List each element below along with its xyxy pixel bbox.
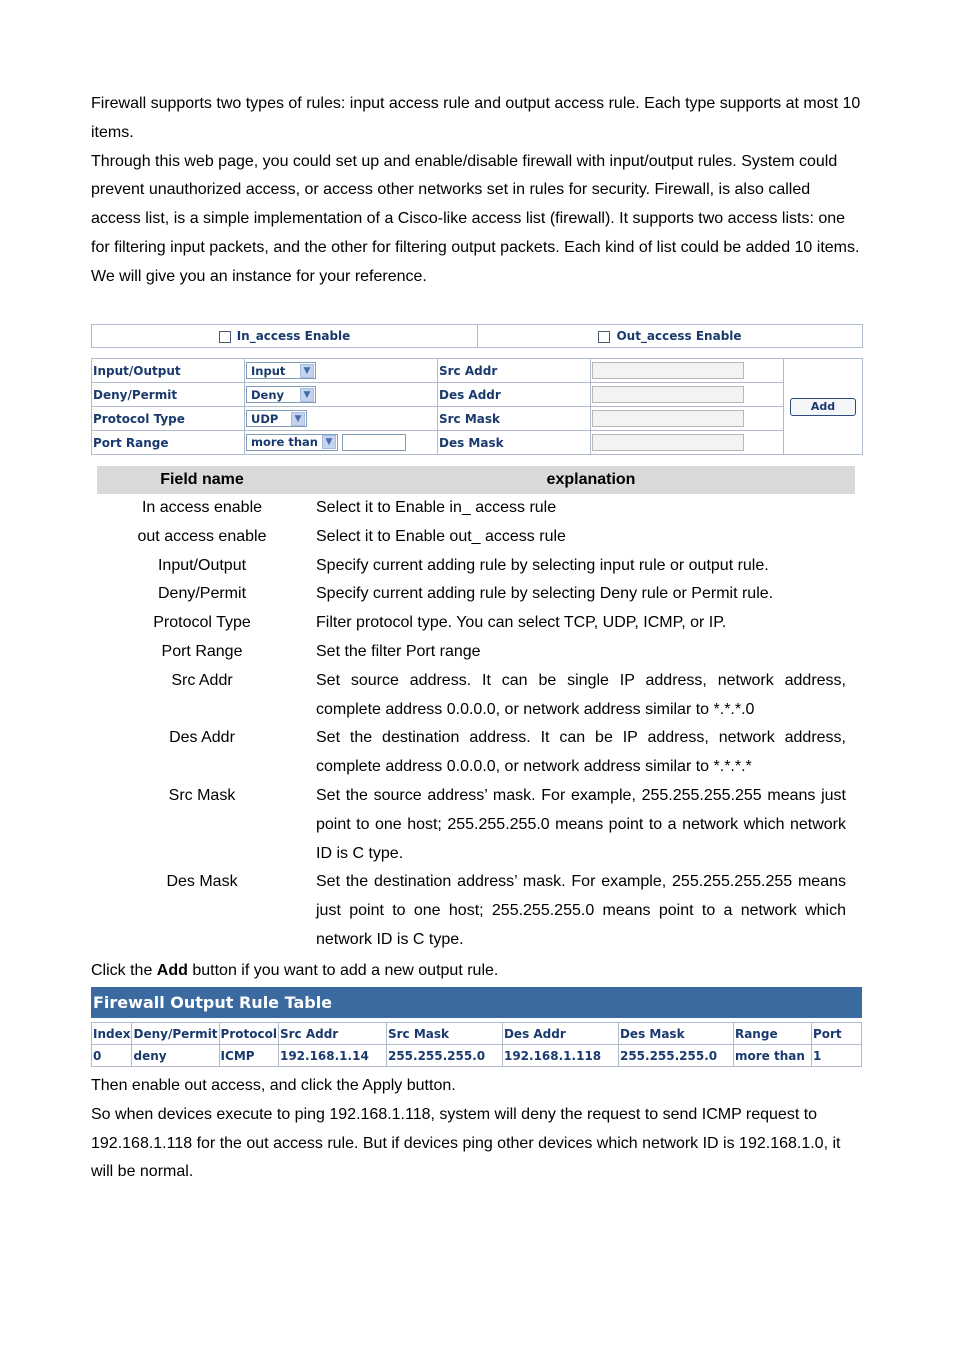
explanation-cell: Select it to Enable in_ access rule xyxy=(316,499,557,516)
field-name-cell: Src Addr xyxy=(171,671,233,689)
explanation-row xyxy=(97,782,855,868)
table-cell: 255.255.255.0 xyxy=(386,1045,502,1067)
add-button[interactable]: Add xyxy=(790,398,856,416)
in-access-cell xyxy=(92,325,478,348)
explanation-cell: Select it to Enable out_ access rule xyxy=(316,527,566,545)
explanation-cell: Specify current adding rule by selecting input rule or output rule. xyxy=(316,556,769,574)
out-access-label: Out_access Enable xyxy=(616,329,742,343)
explanation-row xyxy=(97,667,855,725)
header-explanation: explanation xyxy=(546,471,636,488)
intro-paragraph-3: We will give you an instance for your reference. xyxy=(91,267,427,285)
rule-table-header-cell: Protocol xyxy=(219,1023,278,1045)
protocol-type-label: Protocol Type xyxy=(92,407,245,431)
access-enable-table xyxy=(91,324,863,348)
outro-paragraph-2: So when devices execute to ping 192.168.1.118, system will deny the request to send ICMP request to 192.168.1.118 for the out access rule. But if devices ping other devices which network ID is 192.168.1.0, it will be normal. xyxy=(91,1105,841,1181)
field-name-cell: Input/Output xyxy=(157,556,247,574)
explanation-row xyxy=(97,609,855,638)
out-access-checkbox[interactable] xyxy=(598,331,610,343)
table-row xyxy=(92,1045,862,1067)
chevron-down-icon: ▼ xyxy=(322,435,336,449)
port-range-input[interactable] xyxy=(342,434,406,451)
explanation-cell: Specify current adding rule by selecting Deny rule or Permit rule. xyxy=(316,585,774,603)
field-name-cell: In access enable xyxy=(141,499,263,516)
chevron-down-icon: ▼ xyxy=(300,364,314,378)
field-name-cell: Port Range xyxy=(161,642,243,660)
in-access-checkbox[interactable] xyxy=(219,331,231,343)
table-cell: more than xyxy=(733,1045,811,1067)
explanation-row xyxy=(97,638,855,667)
src-addr-input[interactable] xyxy=(592,362,744,379)
header-field-name: Field name xyxy=(160,471,244,488)
table-cell: 1 xyxy=(811,1045,861,1067)
explanation-row xyxy=(97,494,855,523)
field-name-cell: Deny/Permit xyxy=(157,585,247,603)
table-cell: 192.168.1.118 xyxy=(502,1045,618,1067)
outro-text xyxy=(91,1072,863,1187)
src-mask-input[interactable] xyxy=(592,410,744,427)
table-cell: ICMP xyxy=(219,1045,278,1067)
explanation-row xyxy=(97,724,855,782)
field-name-cell: Des Mask xyxy=(166,873,238,891)
outro-paragraph-1: Then enable out access, and click the Apply button. xyxy=(91,1077,456,1094)
explanation-row xyxy=(97,552,855,581)
deny-permit-label: Deny/Permit xyxy=(92,383,245,407)
explanation-row xyxy=(97,523,855,552)
explanation-cell: Set the destination address. It can be IP address, network address, complete address 0.0.0.0, or network address similar to *.*.*.* xyxy=(316,729,846,776)
intro-paragraph-1: Firewall supports two types of rules: input access rule and output access rule. Each type supports at most 10 items. xyxy=(91,95,861,141)
deny-permit-select[interactable]: Deny ▼ xyxy=(246,386,316,403)
des-addr-label: Des Addr xyxy=(438,383,591,407)
explanation-cell: Set the filter Port range xyxy=(316,642,481,660)
chevron-down-icon: ▼ xyxy=(291,412,305,426)
field-name-cell: Src Mask xyxy=(168,786,236,804)
explanation-table xyxy=(97,466,855,955)
click-add-instruction: Click the Add button if you want to add a new output rule. xyxy=(91,962,499,979)
input-output-select[interactable]: Input ▼ xyxy=(246,362,316,379)
rule-table-header-cell: Des Addr xyxy=(502,1023,618,1045)
explanation-header xyxy=(97,466,855,494)
port-range-label: Port Range xyxy=(92,431,245,455)
rule-table xyxy=(91,1022,862,1067)
rule-table-title: Firewall Output Rule Table xyxy=(91,987,862,1018)
table-cell: 0 xyxy=(92,1045,132,1067)
rule-form xyxy=(91,358,863,455)
explanation-cell: Filter protocol type. You can select TCP, UDP, ICMP, or IP. xyxy=(316,614,727,632)
intro-text xyxy=(91,90,863,292)
intro-paragraph-2: Through this web page, you could set up and enable/disable firewall with input/output rules. System could prevent unauthorized access, or access other networks set in rules for security. Firewall, is also called access list, is a simple implementation of a Cisco-like access list (firewall). It supports two access lists: one for filtering input packets, and the other for filtering output packets. Each kind of list could be added 10 items. xyxy=(91,152,860,256)
explanation-cell: Set source address. It can be single IP address, network address, complete address 0.0.0.0, or network address similar to *.*.*.0 xyxy=(316,671,846,718)
rule-table-header-cell: Src Addr xyxy=(278,1023,386,1045)
in-access-label: In_access Enable xyxy=(236,329,351,343)
chevron-down-icon: ▼ xyxy=(300,388,314,402)
add-keyword: Add xyxy=(156,962,188,979)
out-access-cell xyxy=(478,325,863,348)
table-cell: deny xyxy=(132,1045,219,1067)
rule-table-header-cell: Index xyxy=(92,1023,132,1045)
port-range-select[interactable]: more than ▼ xyxy=(246,434,338,451)
explanation-cell: Set the destination address’ mask. For example, 255.255.255.255 means just point to one host; 255.255.255.0 means point to a network which network ID is C type. xyxy=(316,873,846,948)
rule-table-header-cell: Range xyxy=(733,1023,811,1045)
src-addr-label: Src Addr xyxy=(438,359,591,383)
rule-table-header-cell: Des Mask xyxy=(618,1023,733,1045)
des-addr-input[interactable] xyxy=(592,386,744,403)
explanation-row xyxy=(97,868,855,954)
input-output-label: Input/Output xyxy=(92,359,245,383)
rule-table-header-cell: Deny/Permit xyxy=(132,1023,219,1045)
explanation-cell: Set the source address’ mask. For example, 255.255.255.255 means just point to one host; 255.255.255.0 means point to a network which network ID is C type. xyxy=(316,786,846,862)
rule-table-header xyxy=(92,1023,862,1045)
rule-table-header-cell: Port xyxy=(811,1023,861,1045)
rule-table-header-cell: Src Mask xyxy=(386,1023,502,1045)
field-name-cell: Des Addr xyxy=(169,729,235,747)
field-name-cell: out access enable xyxy=(137,527,267,545)
explanation-row xyxy=(97,580,855,609)
protocol-type-select[interactable]: UDP ▼ xyxy=(246,410,307,427)
des-mask-input[interactable] xyxy=(592,434,744,451)
field-name-cell: Protocol Type xyxy=(153,614,251,632)
src-mask-label: Src Mask xyxy=(438,407,591,431)
table-cell: 255.255.255.0 xyxy=(618,1045,733,1067)
table-cell: 192.168.1.14 xyxy=(278,1045,386,1067)
des-mask-label: Des Mask xyxy=(438,431,591,455)
